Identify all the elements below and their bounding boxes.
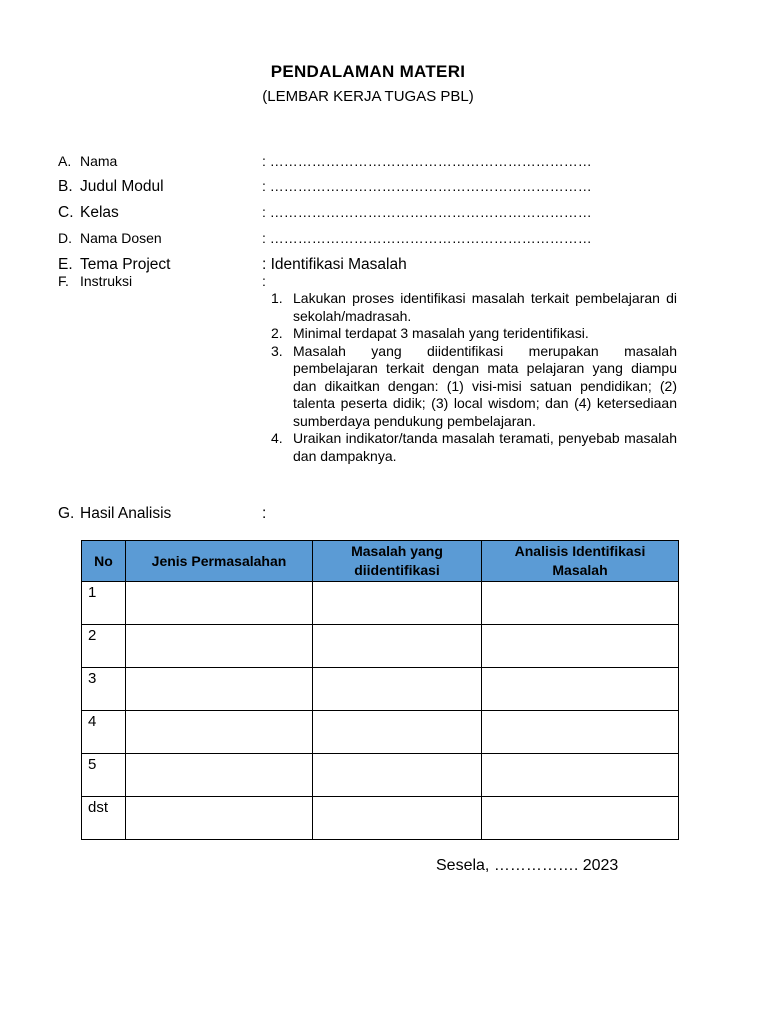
item-number: 3. <box>271 342 283 359</box>
cell-jenis[interactable] <box>126 797 313 840</box>
field-letter: D. <box>58 230 72 246</box>
cell-jenis[interactable] <box>126 711 313 754</box>
cell-masalah[interactable] <box>313 582 482 625</box>
field-label: Hasil Analisis <box>80 505 172 522</box>
header-analisis-identifikasi: Analisis Identifikasi Masalah <box>482 541 679 582</box>
table-row <box>82 668 679 711</box>
field-label: Judul Modul <box>80 178 164 195</box>
cell-no: 5 <box>82 754 126 797</box>
cell-analisis[interactable] <box>482 754 679 797</box>
cell-analisis[interactable] <box>482 711 679 754</box>
field-judul-modul <box>58 178 592 196</box>
signoff-date: Sesela, ……………. 2023 <box>436 857 619 874</box>
cell-analisis[interactable] <box>482 668 679 711</box>
field-value: : …………………………………………………………… <box>262 204 592 220</box>
field-value: : <box>262 273 266 289</box>
item-number: 1. <box>271 290 283 306</box>
cell-no: dst <box>82 797 126 840</box>
table-row <box>82 711 679 754</box>
cell-jenis[interactable] <box>126 668 313 711</box>
field-label: Instruksi <box>80 273 133 289</box>
field-nama <box>58 153 592 169</box>
field-value: : …………………………………………………………… <box>262 230 592 246</box>
cell-analisis[interactable] <box>482 582 679 625</box>
list-item <box>271 343 677 431</box>
field-instruksi <box>58 273 266 289</box>
field-tema-project <box>58 256 407 274</box>
cell-masalah[interactable] <box>313 754 482 797</box>
field-letter: C. <box>58 204 74 221</box>
item-number: 4. <box>271 430 283 446</box>
field-kelas <box>58 204 592 222</box>
cell-no: 3 <box>82 668 126 711</box>
field-label: Kelas <box>80 204 119 221</box>
cell-analisis[interactable] <box>482 625 679 668</box>
field-letter: E. <box>58 256 73 273</box>
item-text: Uraikan indikator/tanda masalah teramati, penyebab masalah dan dampaknya. <box>293 430 677 464</box>
field-value: : <box>262 505 267 522</box>
field-label: Nama <box>80 153 118 169</box>
field-value: : …………………………………………………………… <box>262 178 592 194</box>
cell-masalah[interactable] <box>313 797 482 840</box>
cell-no: 2 <box>82 625 126 668</box>
header-jenis-permasalahan: Jenis Permasalahan <box>126 541 313 582</box>
field-value: : Identifikasi Masalah <box>262 256 407 273</box>
table-row <box>82 625 679 668</box>
cell-analisis[interactable] <box>482 797 679 840</box>
list-item <box>271 325 677 343</box>
cell-no: 4 <box>82 711 126 754</box>
field-hasil-analisis <box>58 505 267 523</box>
field-letter: A. <box>58 153 72 169</box>
table-row <box>82 582 679 625</box>
cell-masalah[interactable] <box>313 668 482 711</box>
item-number: 2. <box>271 325 283 341</box>
cell-jenis[interactable] <box>126 625 313 668</box>
item-text: Masalah yang diidentifikasi merupakan masalah pembelajaran terkait dengan mata pelajaran yang diampu dan dikaitkan dengan: (1) visi-misi satuan pendidikan; (2) talenta peserta didik; (3) local wisdom; dan (4) ketersediaan sumberdaya pendukung pembelajaran. <box>293 342 677 429</box>
header-masalah-diidentifikasi: Masalah yang diidentifikasi <box>313 541 482 582</box>
cell-no: 1 <box>82 582 126 625</box>
field-label: Tema Project <box>80 256 171 273</box>
field-value: : …………………………………………………………… <box>262 153 592 169</box>
field-label: Nama Dosen <box>80 230 162 246</box>
header-no: No <box>82 541 126 582</box>
document-title: PENDALAMAN MATERI <box>270 62 466 81</box>
cell-masalah[interactable] <box>313 625 482 668</box>
field-letter: B. <box>58 178 73 195</box>
cell-masalah[interactable] <box>313 711 482 754</box>
cell-jenis[interactable] <box>126 582 313 625</box>
field-letter: G. <box>58 505 75 522</box>
field-nama-dosen <box>58 230 592 246</box>
item-text: Lakukan proses identifikasi masalah terkait pembelajaran di sekolah/madrasah. <box>293 290 677 324</box>
item-text: Minimal terdapat 3 masalah yang teridentifikasi. <box>293 325 589 341</box>
list-item <box>271 430 677 465</box>
cell-jenis[interactable] <box>126 754 313 797</box>
instruction-list <box>271 290 677 465</box>
analysis-table <box>81 540 679 840</box>
field-letter: F. <box>58 273 69 289</box>
table-row <box>82 797 679 840</box>
list-item <box>271 290 677 325</box>
document-subtitle: (LEMBAR KERJA TUGAS PBL) <box>262 88 474 105</box>
table-header-row <box>82 541 679 582</box>
table-row <box>82 754 679 797</box>
